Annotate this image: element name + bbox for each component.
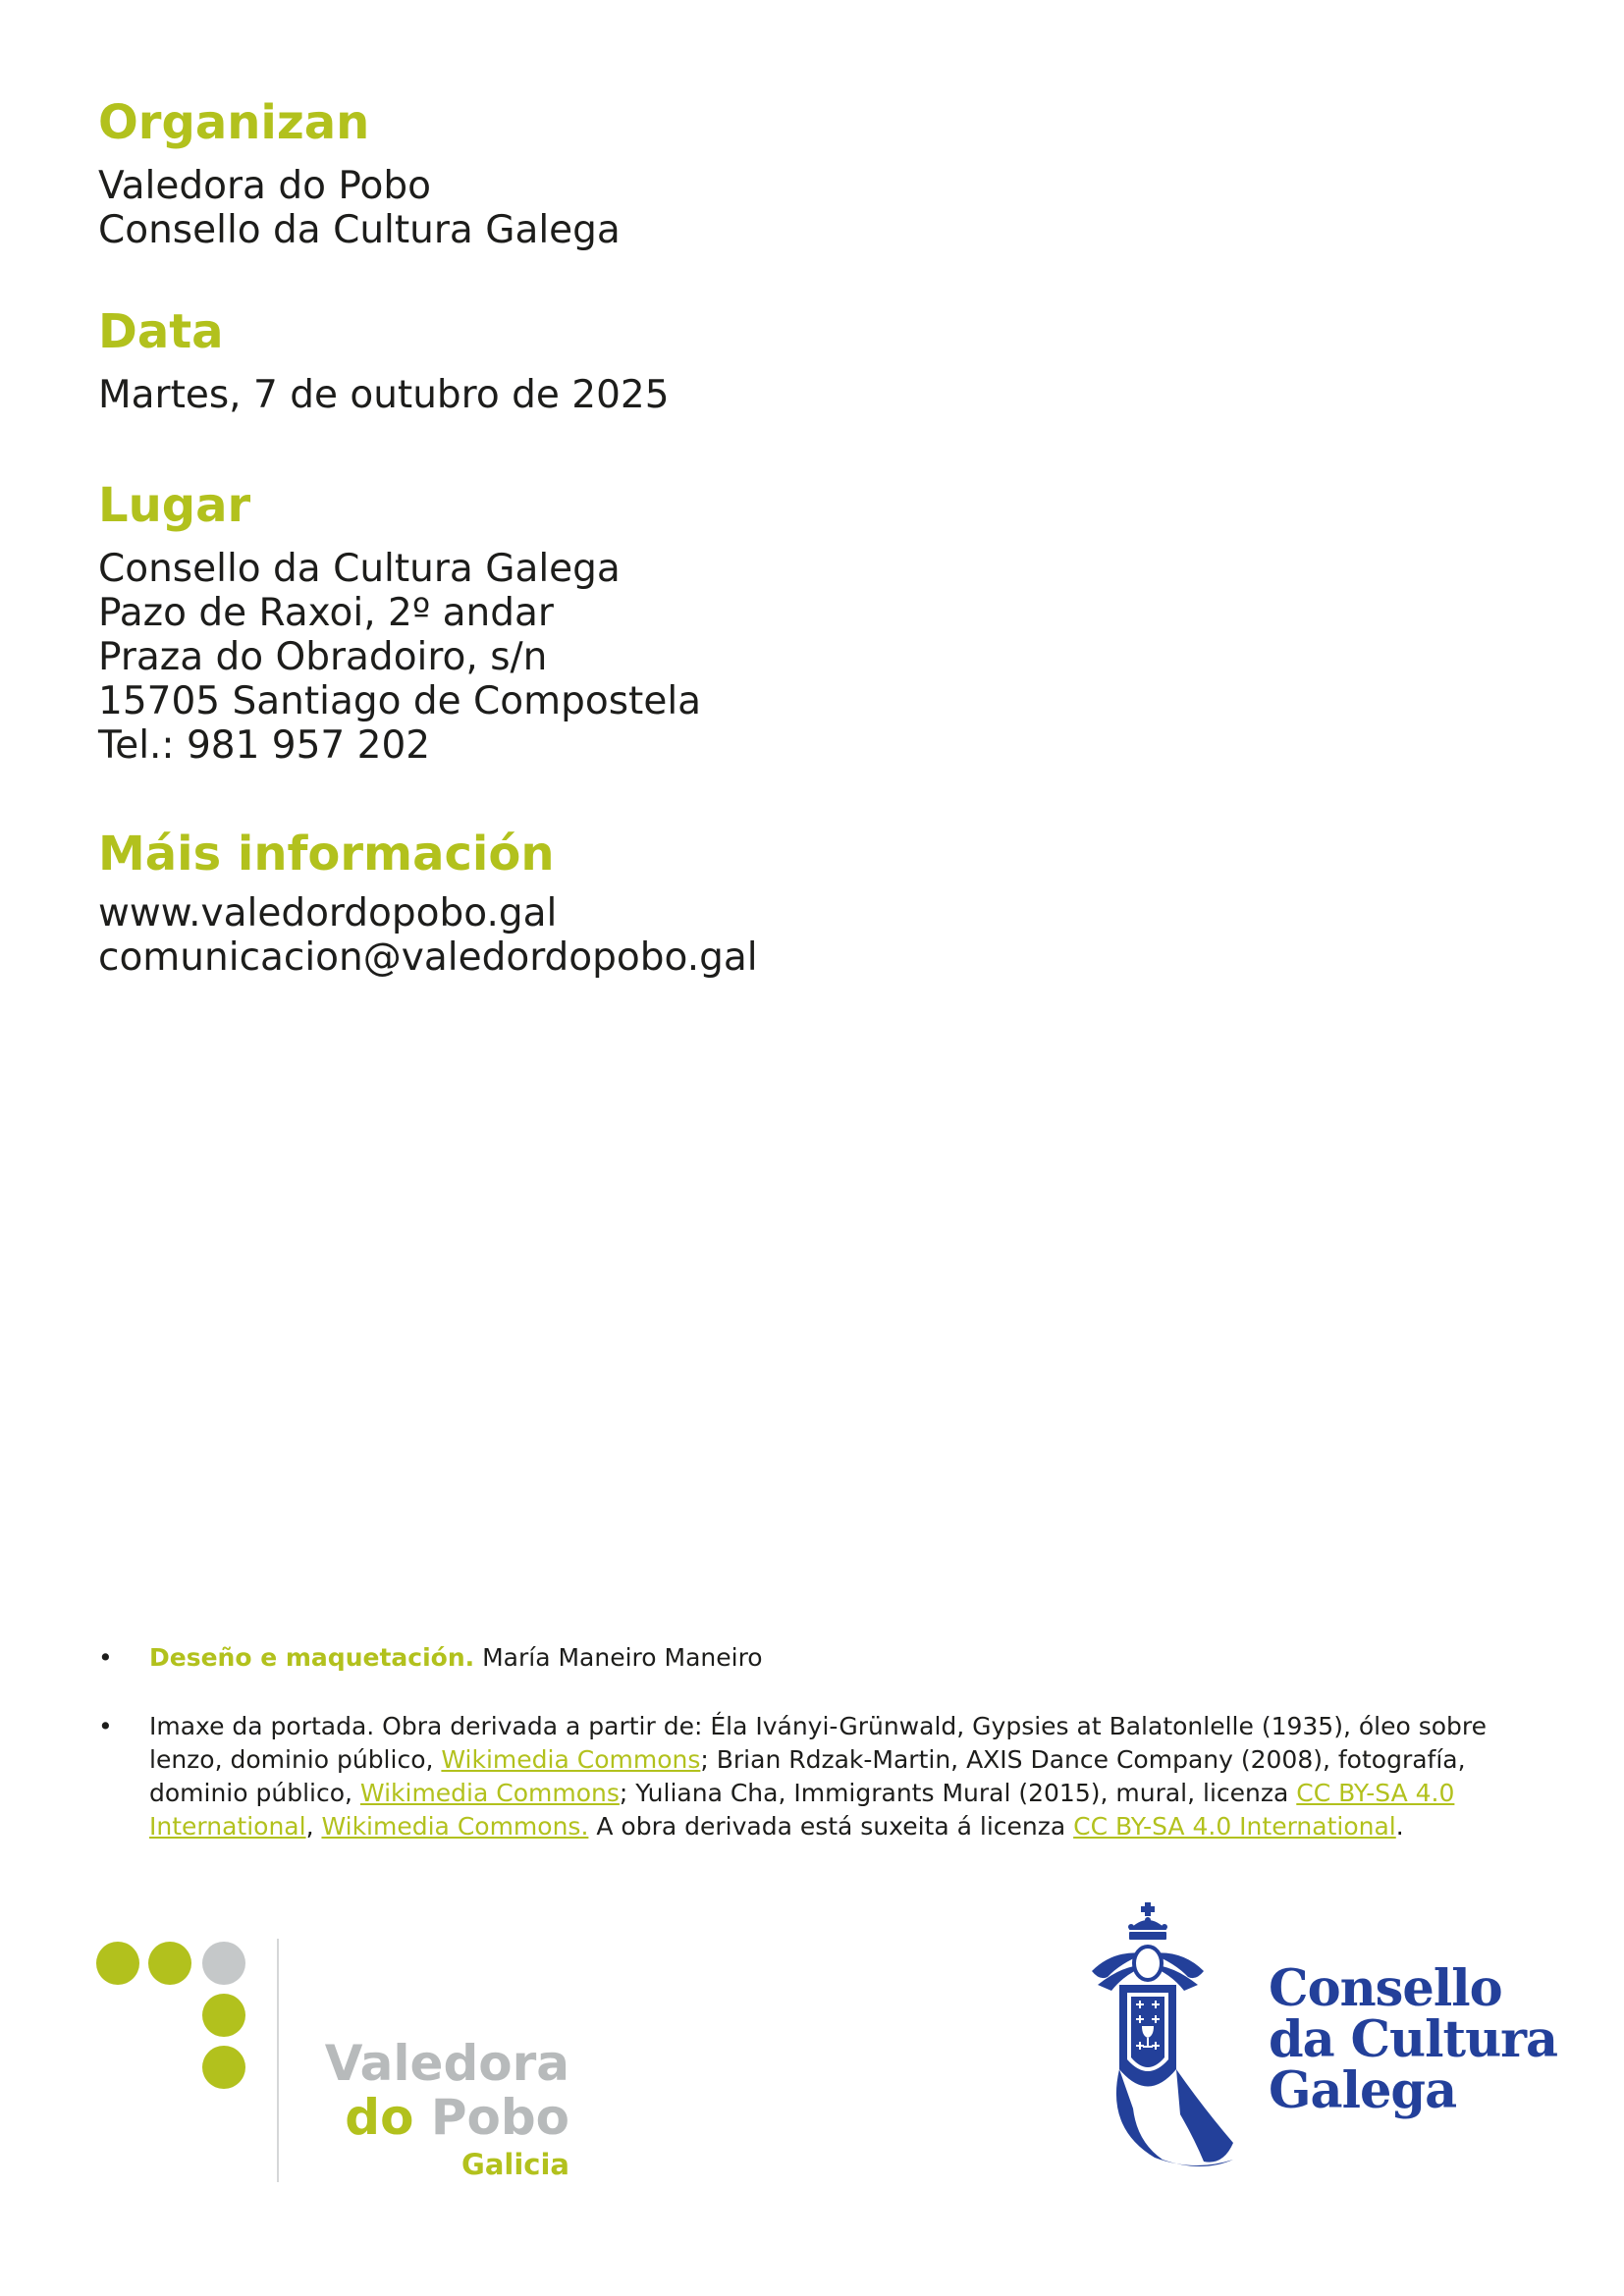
organizer-line: Consello da Cultura Galega xyxy=(98,208,621,252)
credit-text: ; Yuliana Cha, Immigrants Mural (2015), mural, licenza xyxy=(619,1779,1297,1807)
organizan-list xyxy=(98,164,621,252)
design-label: Deseño e maquetación. xyxy=(149,1643,475,1672)
heading-lugar: Lugar xyxy=(98,478,251,533)
logo-text-pobo: Pobo xyxy=(430,2089,569,2146)
logo-dot xyxy=(148,1942,191,1985)
address-line: 15705 Santiago de Compostela xyxy=(98,679,702,723)
website-link[interactable]: www.valedordopobo.gal xyxy=(98,891,558,935)
organizer-line: Valedora do Pobo xyxy=(98,164,431,208)
logo-dot xyxy=(202,1942,245,1985)
address-line: Consello da Cultura Galega xyxy=(98,547,621,591)
credit-text: . xyxy=(1395,1812,1404,1841)
ccg-wordmark xyxy=(1269,1959,1558,2120)
ccg-line: Consello xyxy=(1269,1959,1502,2018)
consello-da-cultura-galega-logo xyxy=(1086,1902,1558,2197)
logo-dot xyxy=(202,2046,245,2089)
logo-dot xyxy=(202,1994,245,2037)
logo-text-galicia: Galicia xyxy=(461,2148,569,2181)
phone-line: Tel.: 981 957 202 xyxy=(98,723,431,768)
license-link[interactable]: CC BY-SA 4.0 International xyxy=(1073,1812,1396,1841)
valedora-do-pobo-logo xyxy=(94,1939,569,2194)
wikimedia-link[interactable]: Wikimedia Commons xyxy=(441,1745,701,1774)
credit-text: Imaxe da portada. Obra derivada a partir de: Éla Iványi-Grünwald, Gypsies at Balatonlelle (1935), óleo sobre lenzo, dominio público, xyxy=(149,1712,1487,1774)
bullet-icon: • xyxy=(98,1643,113,1672)
section-lugar xyxy=(98,476,701,768)
email-link[interactable]: comunicacion@valedordopobo.gal xyxy=(98,935,758,980)
credit-text: A obra derivada está suxeita á licenza xyxy=(588,1812,1074,1841)
wikimedia-link[interactable]: Wikimedia Commons xyxy=(359,1779,620,1807)
logo-text-do: do xyxy=(345,2089,414,2146)
address-line: Praza do Obradoiro, s/n xyxy=(98,635,548,679)
image-credit-text xyxy=(149,1710,1512,1843)
contact-block xyxy=(98,891,758,980)
logo-text-do-pobo xyxy=(345,2091,569,2144)
ccg-line: Galega xyxy=(1269,2061,1457,2120)
section-organizan xyxy=(98,93,621,252)
heading-data: Data xyxy=(98,304,224,359)
credit-text: ; Brian Rdzak-Martin, AXIS Dance Company (2008), fotografía, dominio público, xyxy=(149,1745,1466,1807)
section-data xyxy=(98,302,670,417)
logo-dot xyxy=(96,1942,139,1985)
credit-design xyxy=(98,1641,1512,1675)
heading-mais-informacion: Máis información xyxy=(98,827,555,881)
wikimedia-link[interactable]: Wikimedia Commons. xyxy=(321,1812,589,1841)
ccg-line: da Cultura xyxy=(1269,2010,1558,2069)
coat-of-arms-icon xyxy=(1086,1902,1263,2197)
heading-organizan: Organizan xyxy=(98,95,370,150)
bullet-icon: • xyxy=(98,1712,113,1740)
date-line: Martes, 7 de outubro de 2025 xyxy=(98,373,670,417)
license-link[interactable]: CC BY-SA 4.0 International xyxy=(149,1779,1455,1841)
logo-text-valedora: Valedora xyxy=(324,2035,569,2092)
address-block xyxy=(98,547,701,768)
logo-divider xyxy=(277,1939,279,2182)
address-line: Pazo de Raxoi, 2º andar xyxy=(98,591,554,635)
credit-image xyxy=(98,1710,1512,1843)
credit-text: , xyxy=(305,1812,322,1841)
designer-name: María Maneiro Maneiro xyxy=(482,1643,763,1672)
date-text xyxy=(98,373,670,417)
section-mais-informacion xyxy=(98,825,758,980)
